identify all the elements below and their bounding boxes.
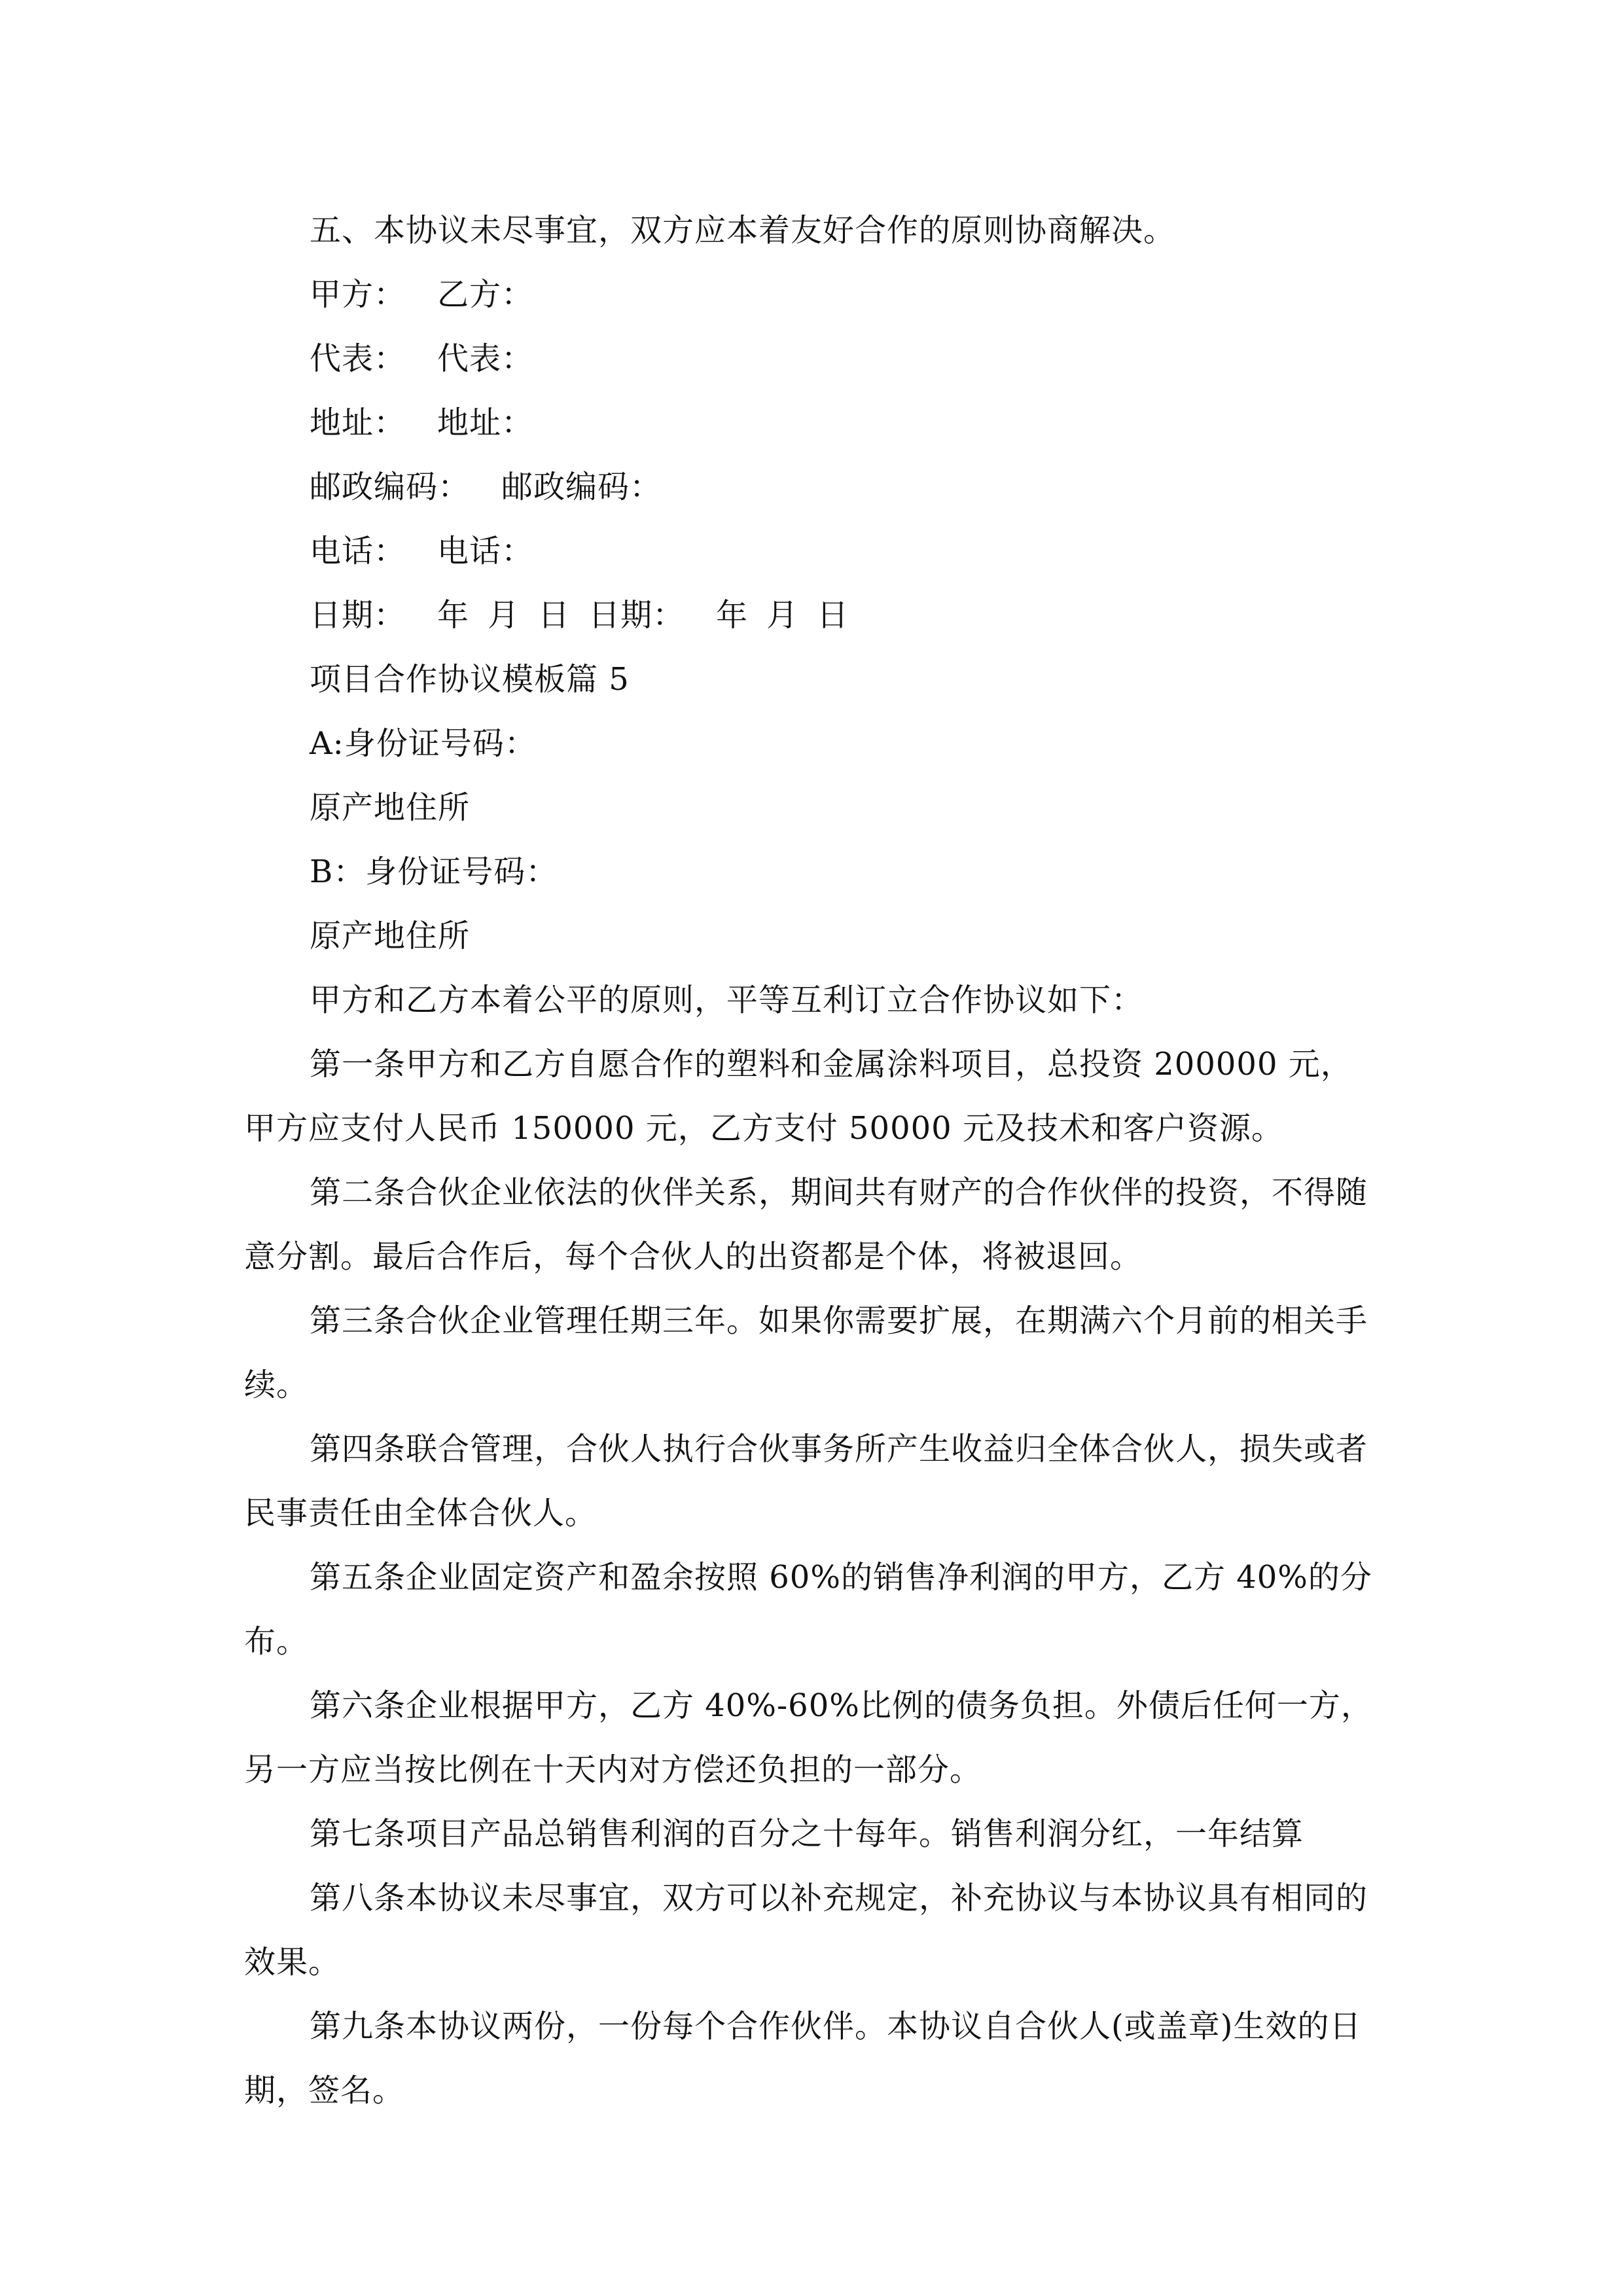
date-b-day: 日 (817, 597, 849, 634)
party-b-residence-label: 原产地住所 (310, 918, 471, 954)
article-six (244, 1674, 1383, 1802)
representative-a-label: 代表： (310, 340, 406, 377)
article-seven-text: 第七条项目产品总销售利润的百分之十每年。销售利润分红，一年结算 (310, 1816, 1304, 1852)
section-title (244, 647, 1383, 711)
agreement-intro (244, 968, 1383, 1032)
date-a-month: 月 (488, 597, 520, 634)
phone-line (244, 519, 1383, 583)
postal-code-line (244, 455, 1383, 519)
article-two-text: 第二条合伙企业依法的伙伴关系，期间共有财产的合作伙伴的投资，不得随意分割。最后合作后，每个合伙人的出资都是个体，将被退回。 (244, 1174, 1368, 1275)
party-b-residence-line (244, 904, 1383, 968)
date-line (244, 583, 1383, 647)
party-b-id-line (244, 840, 1383, 904)
date-a-label: 日期： (310, 597, 406, 634)
address-a-label: 地址： (310, 404, 406, 441)
postal-code-a-label: 邮政编码： (310, 469, 471, 505)
article-one (244, 1032, 1383, 1160)
phone-b-label: 电话： (437, 533, 534, 569)
date-b-year: 年 (716, 597, 749, 634)
date-b-label: 日期： (588, 597, 685, 634)
party-line (244, 262, 1383, 327)
representative-b-label: 代表： (437, 340, 534, 377)
party-a-id-label: A:身份证号码： (310, 725, 537, 762)
article-two (244, 1160, 1383, 1289)
article-four-text: 第四条联合管理，合伙人执行合伙事务所产生收益归全体合伙人，损失或者民事责任由全体合伙人。 (244, 1431, 1368, 1532)
phone-a-label: 电话： (310, 533, 406, 569)
section-title-text: 项目合作协议模板篇 5 (310, 661, 630, 698)
article-six-text: 第六条企业根据甲方，乙方 40%-60%比例的债务负担。外债后任何一方，另一方应当按比例在十天内对方偿还负担的一部分。 (244, 1687, 1373, 1788)
date-a-year: 年 (437, 597, 470, 634)
date-a-day: 日 (538, 597, 571, 634)
article-nine (244, 1994, 1383, 2123)
party-a-residence-label: 原产地住所 (310, 789, 471, 826)
document-body (244, 198, 1383, 2123)
article-three (244, 1289, 1383, 1417)
article-five (244, 1545, 1383, 1674)
clause-five-text: 五、本协议未尽事宜，双方应本着友好合作的原则协商解决。 (310, 212, 1176, 249)
address-line (244, 391, 1383, 455)
party-a-label: 甲方： (310, 276, 406, 313)
clause-five (244, 198, 1383, 262)
date-b-month: 月 (766, 597, 799, 634)
representative-line (244, 327, 1383, 391)
article-three-text: 第三条合伙企业管理任期三年。如果你需要扩展，在期满六个月前的相关手续。 (244, 1302, 1368, 1403)
party-a-residence-line (244, 776, 1383, 840)
party-b-label: 乙方： (437, 276, 534, 313)
article-eight (244, 1866, 1383, 1994)
agreement-intro-text: 甲方和乙方本着公平的原则，平等互利订立合作协议如下： (310, 982, 1144, 1018)
party-a-id-line (244, 711, 1383, 776)
postal-code-b-label: 邮政编码： (501, 469, 662, 505)
article-seven (244, 1802, 1383, 1866)
article-nine-text: 第九条本协议两份，一份每个合作伙伴。本协议自合伙人(或盖章)生效的日期，签名。 (244, 2008, 1362, 2109)
address-b-label: 地址： (437, 404, 534, 441)
article-eight-text: 第八条本协议未尽事宜，双方可以补充规定，补充协议与本协议具有相同的效果。 (244, 1880, 1368, 1981)
party-b-id-label: B：身份证号码： (310, 853, 558, 890)
article-five-text: 第五条企业固定资产和盈余按照 60%的销售净利润的甲方，乙方 40%的分布。 (244, 1559, 1372, 1660)
article-one-text: 第一条甲方和乙方自愿合作的塑料和金属涂料项目，总投资 200000 元，甲方应支付人民币 150000 元，乙方支付 50000 元及技术和客户资源。 (244, 1046, 1353, 1147)
article-four (244, 1417, 1383, 1545)
